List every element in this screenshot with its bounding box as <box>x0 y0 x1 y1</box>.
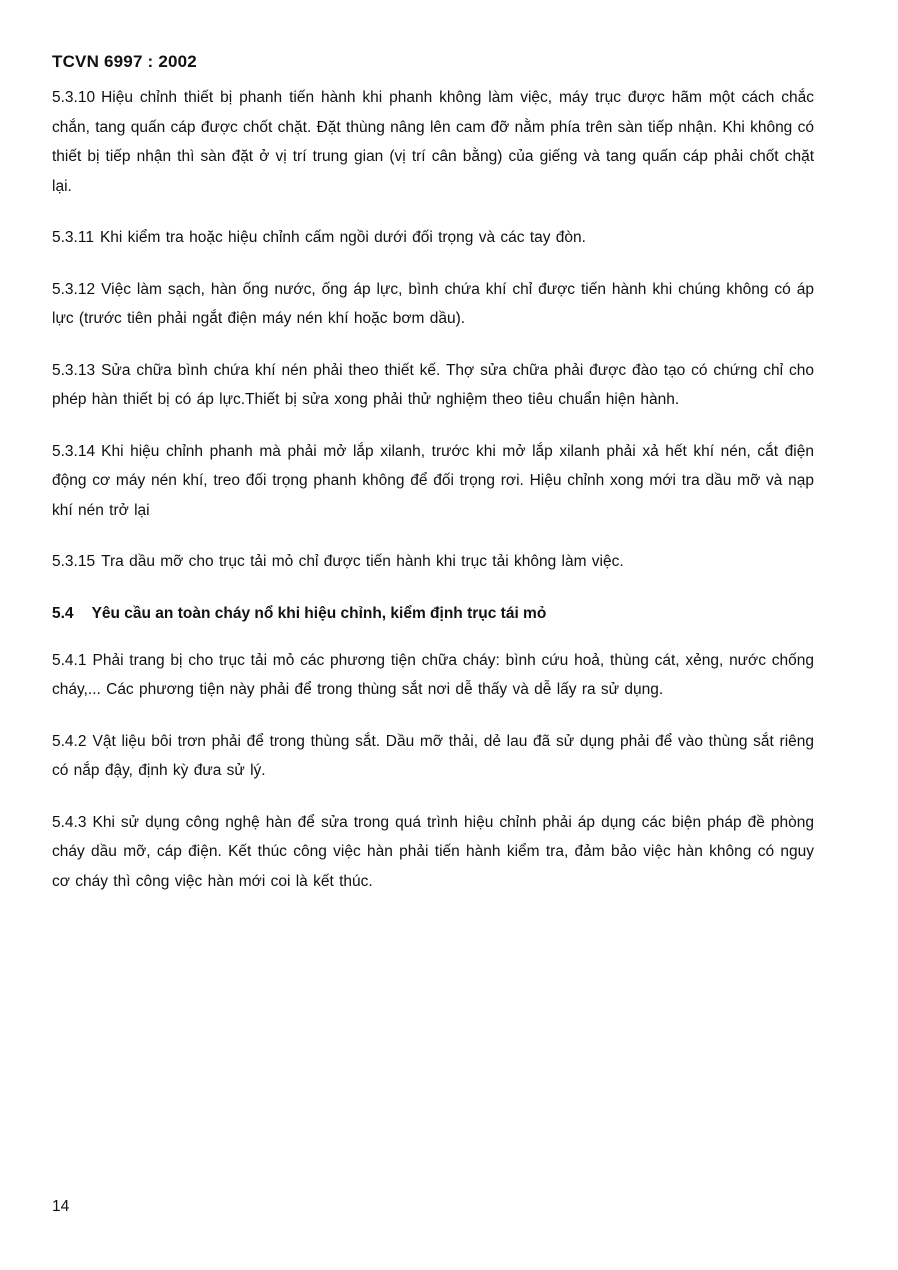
section-title: Yêu cầu an toàn cháy nổ khi hiệu chỉnh, kiểm định trục tái mỏ <box>91 604 547 622</box>
paragraph-text: Phải trang bị cho trục tải mỏ các phương tiện chữa cháy: bình cứu hoả, thùng cát, xẻng, nước chống cháy,... Các phương tiện này phải để trong thùng sắt nơi dễ thấy và dễ lấy ra sử dụng. <box>52 651 814 698</box>
paragraph-text: Sửa chữa bình chứa khí nén phải theo thiết kế. Thợ sửa chữa phải được đào tạo có chứng chỉ cho phép hàn thiết bị có áp lực.Thiết bị sửa xong phải thử nghiệm theo tiêu chuẩn hiện hành. <box>52 361 814 408</box>
paragraph-5-3-10 <box>52 83 814 201</box>
paragraph-number: 5.3.13 <box>52 361 96 379</box>
paragraph-5-3-13 <box>52 356 814 415</box>
paragraph-text: Tra dầu mỡ cho trục tải mỏ chỉ được tiến hành khi trục tải không làm việc. <box>101 553 624 570</box>
paragraph-5-4-2 <box>52 727 814 786</box>
paragraph-number: 5.3.11 <box>52 229 94 246</box>
paragraph-text: Khi sử dụng công nghệ hàn để sửa trong quá trình hiệu chỉnh phải áp dụng các biện pháp đề phòng cháy dầu mỡ, cáp điện. Kết thúc công việc hàn phải tiến hành kiểm tra, đảm bảo việc hàn không có nguy cơ cháy thì công việc hàn mới coi là kết thúc. <box>52 813 814 890</box>
paragraph-text: Khi hiệu chỉnh phanh mà phải mở lắp xilanh, trước khi mở lắp xilanh phải xả hết khí nén, cắt điện động cơ máy nén khí, treo đối trọng phanh không để đối trọng rơi. Hiệu chỉnh xong mới tra dầu mỡ và nạp khí nén trở lại <box>52 442 814 519</box>
paragraph-5-3-12 <box>52 275 814 334</box>
paragraph-5-3-14 <box>52 437 814 526</box>
paragraph-5-4-3 <box>52 808 814 897</box>
paragraph-text: Hiệu chỉnh thiết bị phanh tiến hành khi phanh không làm việc, máy trục được hãm một cách chắc chắn, tang quấn cáp được chốt chặt. Đặt thùng nâng lên cam đỡ nằm phía trên sàn tiếp nhận. Khi không có thiết bị tiếp nhận thì sàn đặt ở vị trí trung gian (vị trí cân bằng) của giếng và tang quấn cáp phải chốt chặt lại. <box>52 89 814 195</box>
paragraph-5-3-11 <box>52 223 814 253</box>
paragraph-number: 5.4.2 <box>52 732 87 750</box>
document-header: TCVN 6997 : 2002 <box>52 52 197 71</box>
document-body <box>52 83 814 918</box>
paragraph-number: 5.4.3 <box>52 813 87 831</box>
page-number: 14 <box>52 1198 70 1215</box>
paragraph-text: Vật liệu bôi trơn phải để trong thùng sắt. Dầu mỡ thải, dẻ lau đã sử dụng phải để vào thùng sắt riêng có nắp đậy, định kỳ đưa sử lý. <box>52 732 814 779</box>
paragraph-number: 5.3.14 <box>52 442 96 460</box>
paragraph-number: 5.3.15 <box>52 553 96 570</box>
paragraph-5-4-1 <box>52 646 814 705</box>
section-number: 5.4 <box>52 604 74 622</box>
paragraph-text: Khi kiểm tra hoặc hiệu chỉnh cấm ngồi dưới đối trọng và các tay đòn. <box>99 229 586 246</box>
paragraph-text: Việc làm sạch, hàn ống nước, ống áp lực, bình chứa khí chỉ được tiến hành khi chúng không có áp lực (trước tiên phải ngắt điện máy nén khí hoặc bơm dầu). <box>52 280 814 327</box>
paragraph-number: 5.4.1 <box>52 651 87 669</box>
section-heading-5-4 <box>52 599 814 628</box>
paragraph-number: 5.3.12 <box>52 280 96 298</box>
paragraph-number: 5.3.10 <box>52 89 96 106</box>
paragraph-5-3-15 <box>52 547 814 577</box>
